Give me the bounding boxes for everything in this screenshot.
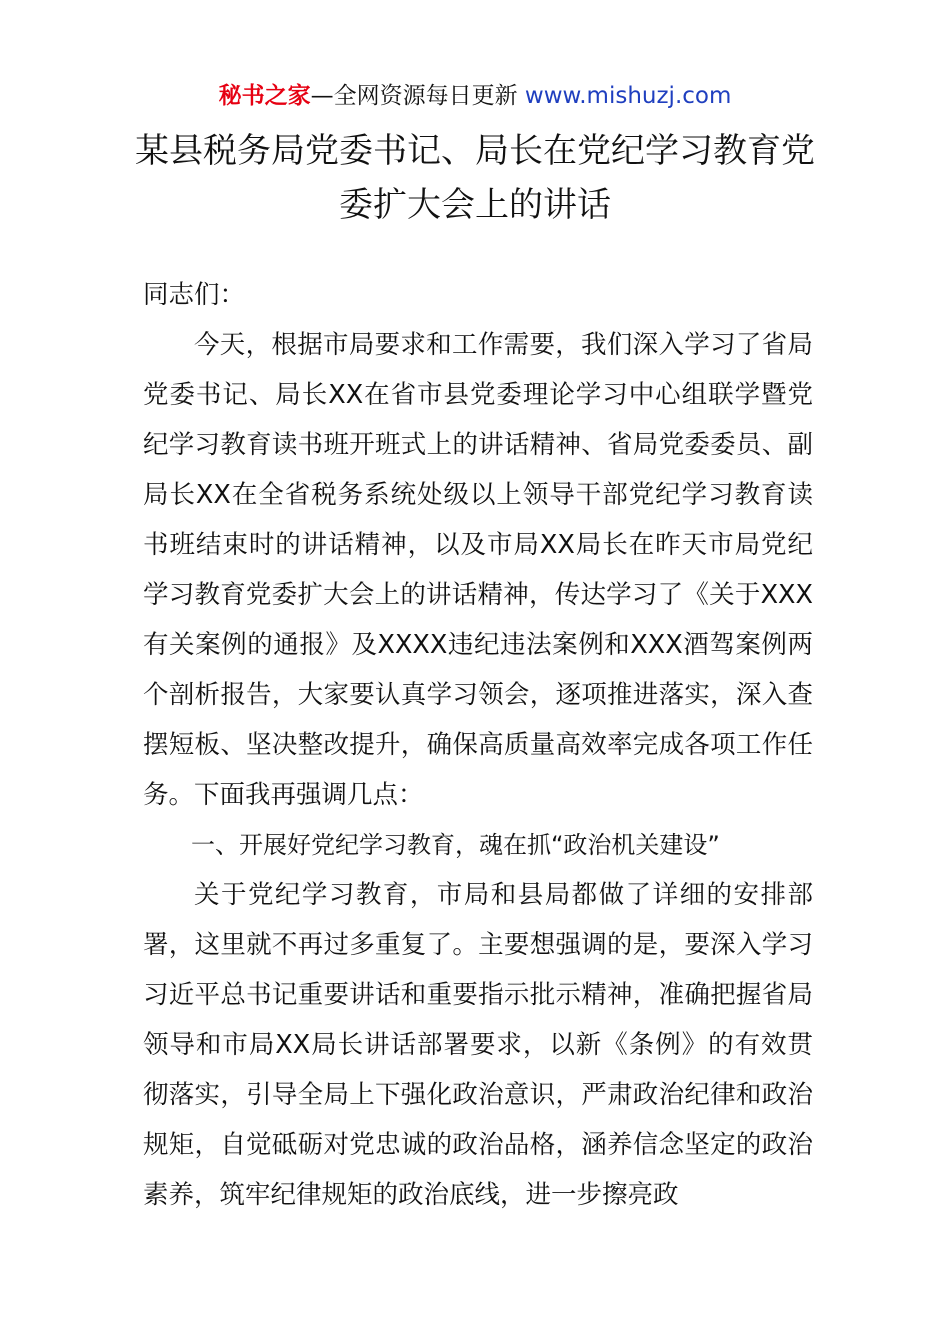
paragraph-section-1: 关于党纪学习教育，市局和县局都做了详细的安排部署，这里就不再过多重复了。主要想强调的是，要深入学习习近平总书记重要讲话和重要指示批示精神，准确把握省局领导和市局XX局长讲话部署要求，以新《条例》的有效贯彻落实，引导全局上下强化政治意识，严肃政治纪律和政治规矩，自觉砥砺对党忠诚的政治品格，涵养信念坚定的政治素养，筑牢纪律规矩的政治底线，进一步擦亮政 bbox=[143, 880, 813, 1210]
site-header bbox=[0, 80, 950, 112]
paragraph-intro: 今天，根据市局要求和工作需要，我们深入学习了省局党委书记、局长XX在省市县党委理论学习中心组联学暨党纪学习教育读书班开班式上的讲话精神、省局党委委员、副局长XX在全省税务系统处级以上领导干部党纪学习教育读书班结束时的讲话精神，以及市局XX局长在昨天市局党纪学习教育党委扩大会上的讲话精神，传达学习了《关于XXX有关案例的通报》及XXXX违纪违法案例和XXX酒驾案例两个剖析报告，大家要认真学习领会，逐项推进落实，深入查摆短板、坚决整改提升，确保高质量高效率完成各项工作任务。下面我再强调几点： bbox=[143, 330, 813, 810]
document-title: 某县税务局党委书记、局长在党纪学习教育党委扩大会上的讲话 bbox=[135, 131, 815, 225]
site-url-link[interactable]: www.mishuzj.com bbox=[524, 83, 732, 109]
section-heading-1: 一、开展好党纪学习教育，魂在抓“政治机关建设” bbox=[191, 831, 720, 859]
site-tagline: —全网资源每日更新 bbox=[310, 83, 518, 109]
site-brand: 秘书之家 bbox=[218, 83, 311, 109]
document-body bbox=[143, 270, 813, 1220]
salutation: 同志们： bbox=[143, 280, 246, 310]
